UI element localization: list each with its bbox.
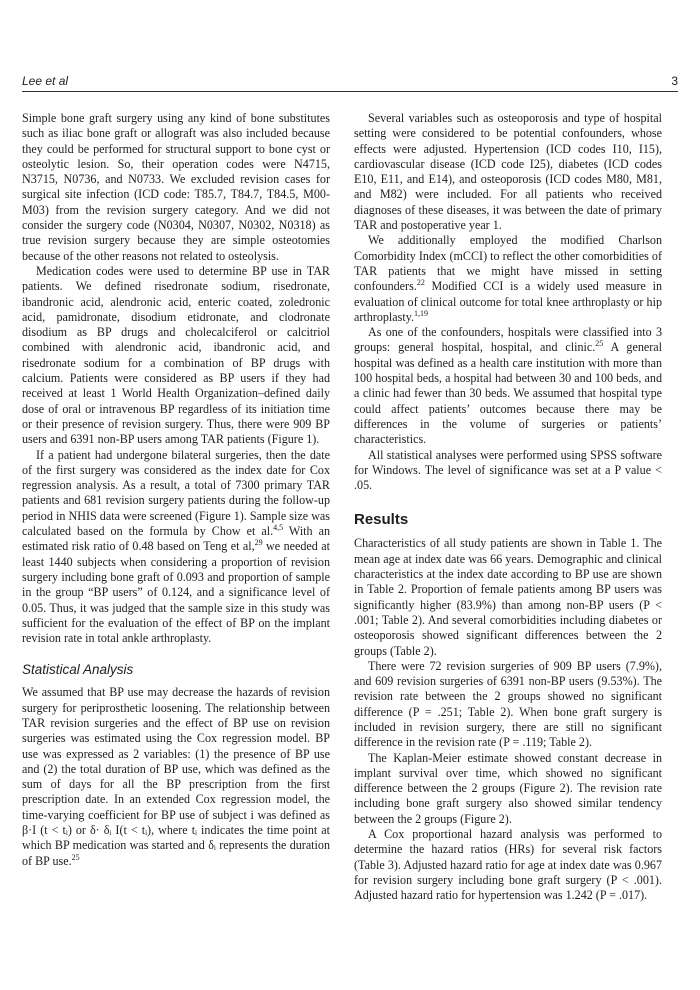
sample-size-text-3: we needed at least 1440 subjects when considering a proportion of revision surgery including bone graft of 0.093 and proportion of sample in the group “BP users” of 0.124, and a significance level of 0.05. Thus, it was judged that the sample size in this study was sufficient for the evaluation of the effect of BP on the implant revision rate in total ankle arthroplasty. [22, 539, 330, 646]
sample-size-text-2: With an estimated risk ratio of 0.48 based on Teng et al, [22, 524, 330, 554]
paragraph-cox-model [22, 685, 330, 869]
citation-1-19: 1,19 [414, 308, 429, 318]
header-rule [22, 91, 678, 92]
citation-29: 29 [254, 538, 263, 548]
paragraph-cox-hazard: A Cox proportional hazard analysis was performed to determine the hazard ratios (HRs) for several risk factors (Table 3). Adjusted hazard ratio for age at index date was 0.967 for revision surgery including bone graft surgery (P < .001). Adjusted hazard ratio for hypertension was 1.242 (P = .017). [354, 827, 662, 903]
paragraph-mcci [354, 233, 662, 325]
page-number: 3 [671, 74, 678, 88]
subsection-heading-statistical-analysis: Statistical Analysis [22, 662, 134, 678]
citation-4-5: 4,5 [273, 522, 284, 532]
section-heading-results: Results [354, 511, 409, 529]
paragraph-characteristics: Characteristics of all study patients are shown in Table 1. The mean age at index date was 66 years. Demographic and clinical characteristics at the index date according to BP use are shown in Table 2. Proportion of female patients among BP users was significantly higher (83.9%) than among non-BP users (P < .001; Table 2). And several comorbidities including diabetes or osteoporosis showed significant differences between the 2 groups (Table 2). [354, 536, 662, 658]
paragraph-kaplan-meier: The Kaplan-Meier estimate showed constant decrease in implant survival over time, which showed no significant difference between the 2 groups (Figure 2). The revision rate including bone graft surgery also showed similar tendency between the 2 groups (Figure 2). [354, 750, 662, 826]
citation-25: 25 [71, 852, 80, 862]
paragraph-spss: All statistical analyses were performed using SPSS software for Windows. The level of significance was set at a P value < .05. [354, 447, 662, 493]
paragraph-sample-size [22, 448, 330, 647]
cox-model-text: We assumed that BP use may decrease the hazards of revision surgery for periprosthetic loosening. The relationship between TAR revision surgeries and the effect of BP use on revision surgeries was estimated using the Cox regression model. BP use was expressed as 2 variables: (1) the presence of BP use and (2) the total duration of BP use, which was defined as the sum of days for all the BP prescription from the first prescription date. In an extended Cox regression model, the time-varying coefficient for BP use of subject i was defined as β·I (t < tᵢ) or δ· δᵢ I(t < tᵢ), where tᵢ indicates the time point at which BP medication was started and δᵢ represents the duration of BP use. [22, 685, 330, 868]
sample-size-text-1: If a patient had undergone bilateral surgeries, then the date of the first surgery was considered as the index date for Cox regression analysis. As a result, a total of 7300 primary TAR patients and 681 revision surgery patients during the follow-up period in NHIS data were screened (Figure 1). Sample size was calculated based on the formula by Chow et al. [22, 447, 330, 539]
citation-22: 22 [416, 278, 425, 288]
left-column [22, 111, 330, 869]
hospital-types-text-2: A general hospital was defined as a health care institution with more than 100 hospital beds, a hospital had between 30 and 100 beds, and a clinic had fewer than 30 beds. We assumed that hospital type could affect patients’ outcomes because there may be differences in the volume of surgeries or patients’ characteristics. [354, 340, 663, 447]
paragraph-confounders: Several variables such as osteoporosis and type of hospital setting were considered to be potential confounders, whose effects were adjusted. Hypertension (ICD codes I10, I15), cardiovascular disease (ICD code I25), diabetes (ICD codes E10, E11, and E14), and osteoporosis (ICD codes M80, M81, and M82) were included. For all patients who received diagnoses of these diseases, it was between the date of primary TAR and postoperative year 1. [354, 111, 662, 233]
paragraph-revision-counts: There were 72 revision surgeries of 909 BP users (7.9%), and 609 revision surgeries of 6391 non-BP users (9.53%). The revision rate between the 2 groups showed no significant difference (P = .251; Table 2). When bone graft surgery is included in revision surgery, there are still no significant difference in the revision rate (P = .119; Table 2). [354, 658, 662, 750]
right-column [354, 111, 662, 904]
mcci-text-2: Modified CCI is a widely used measure in evaluation of clinical outcome for total knee arthroplasty or hip arthroplasty. [354, 279, 662, 324]
hospital-types-text-1: As one of the confounders, hospitals were classified into 3 groups: general hospital, hospital, and clinic. [354, 325, 662, 355]
running-head: Lee et al [22, 74, 69, 88]
citation-25-right: 25 [595, 339, 604, 349]
paragraph-bone-graft: Simple bone graft surgery using any kind of bone substitutes such as iliac bone graft or allograft was also included because they could be performed for structural support to bone cyst or osteolytic lesion. So, their operation codes were N4715, N3715, N0736, and N0733. We excluded revision cases for surgical site infection (ICD code: T85.7, T84.7, T84.5, M00-M03) from the revision surgery category. And we did not consider the surgery code (N0304, N0307, N0302, N0318) as true revision surgery because they are simple osteotomies because of the other reasons not related to osteolysis. [22, 111, 330, 263]
paragraph-medication-codes: Medication codes were used to determine BP use in TAR patients. We defined risedronate sodium, risedronate, ibandronic acid, alendronic acid, enteric coated, zoledronic acid, pamidronate, disodium etidronate, and clodronate disodium as BP drugs and cholecalciferol or calcitriol combined with alendronic acid, ibandronic acid, and risedronate sodium for a combination of BP drugs with calcium. Patients were considered as BP users if they had received at least 1 World Health Organization–defined daily dose of oral or intravenous BP regardless of its initiation time or their presence of revision surgery. Thus, there were 909 BP users and 6391 non-BP users among TAR patients (Figure 1). [22, 263, 330, 447]
mcci-text-1: We additionally employed the modified Charlson Comorbidity Index (mCCI) to reflect the other comorbidities of TAR patients that we might have missed in setting confounders. [354, 233, 662, 294]
paragraph-hospital-types [354, 325, 662, 447]
page-header [22, 70, 678, 92]
